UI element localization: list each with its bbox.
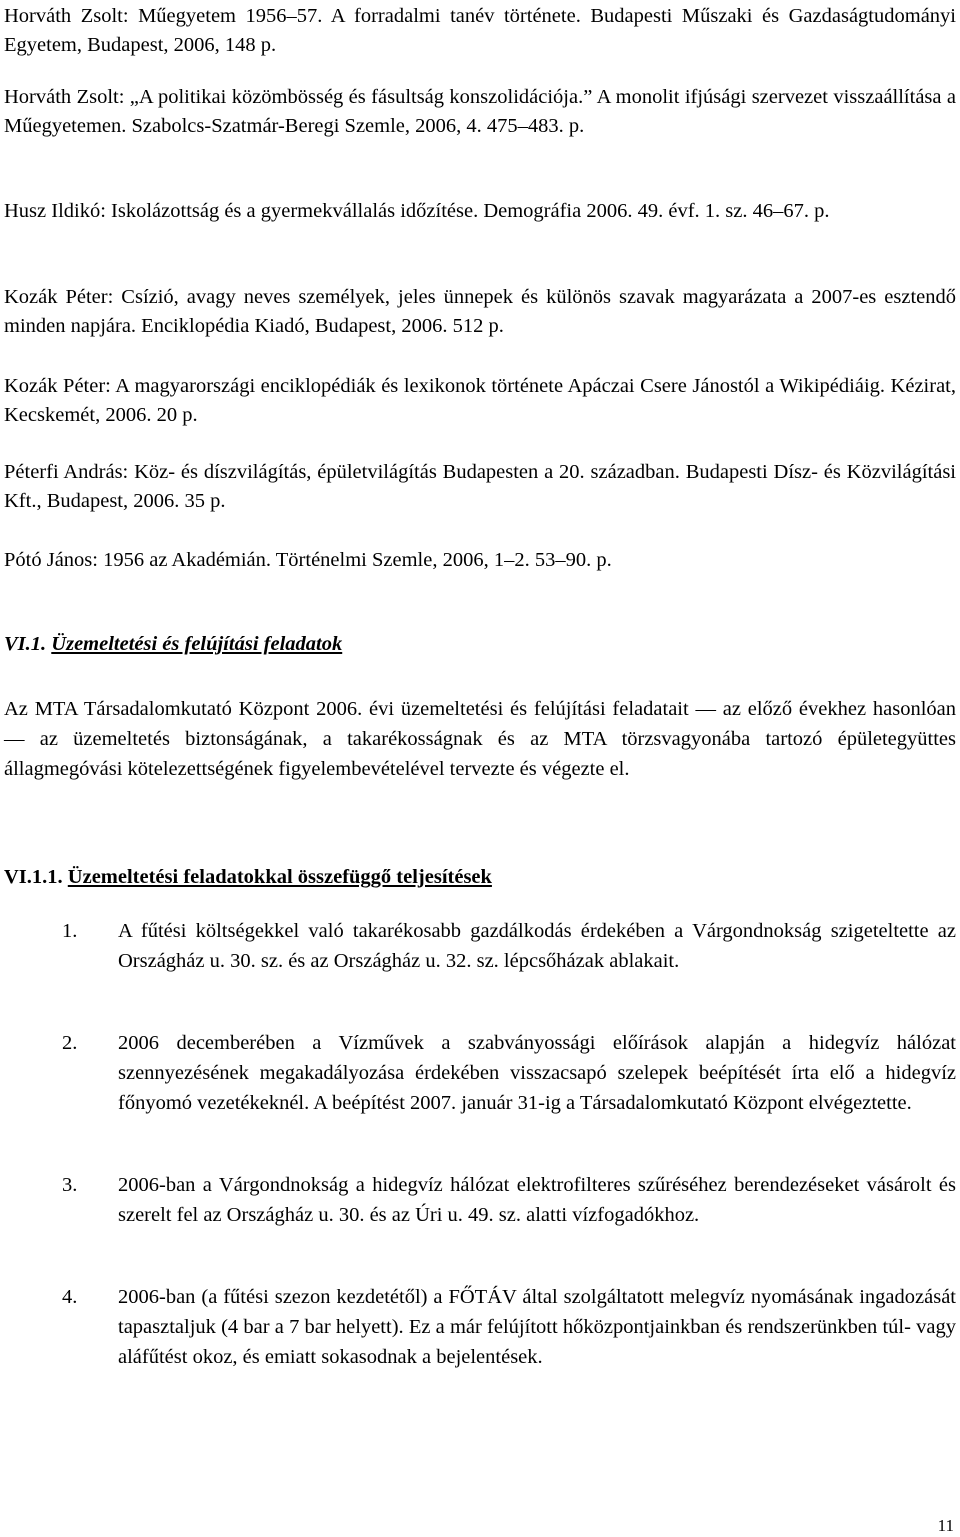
section-title: Üzemeltetési és felújítási feladatok [51, 633, 343, 655]
subsection-heading [4, 863, 492, 892]
page-number: 11 [937, 1516, 954, 1535]
reference-entry: Pótó János: 1956 az Akadémián. Történelmi Szemle, 2006, 1–2. 53–90. p. [4, 549, 612, 571]
reference-entry: Horváth Zsolt: Műegyetem 1956–57. A forradalmi tanév története. Budapesti Műszaki és Gazdaságtudományi Egyetem, Budapest, 2006, 148 p. [4, 5, 956, 56]
reference-entry: Péterfi András: Köz- és díszvilágítás, épületvilágítás Budapesten a 20. században. Budapesti Dísz- és Közvilágítási Kft., Budapest, 2006. 35 p. [4, 461, 956, 512]
list-item-text: A fűtési költségekkel való takarékosabb gazdálkodás érdekében a Várgondnokság szigeteltette az Országház u. 30. sz. és az Országház u. 32. sz. lépcsőházak ablakait. [118, 920, 956, 972]
list-item-number: 2. [62, 1032, 78, 1054]
section-number: VI.1. [4, 633, 47, 655]
section-heading [4, 630, 342, 659]
list-item-number: 3. [62, 1174, 78, 1196]
list-item-number: 4. [62, 1286, 78, 1308]
intro-paragraph: Az MTA Társadalomkutató Központ 2006. évi üzemeltetési és felújítási feladatait — az előző évekhez hasonlóan — az üzemeltetés biztonságának, a takarékosságnak és az MTA törzsvagyonába tartozó épületegyüttes állagmegóvási kötelezettségének figyelembevételével tervezte és végezte el. [4, 698, 956, 780]
list-item-text: 2006-ban a Várgondnokság a hidegvíz hálózat elektrofilteres szűréséhez berendezéseket vásárolt és szerelt fel az Országház u. 30. és az Úri u. 49. sz. alatti vízfogadókhoz. [118, 1174, 956, 1226]
reference-entry: Horváth Zsolt: „A politikai közömbösség és fásultság konszolidációja.” A monolit ifjúsági szervezet visszaállítása a Műegyetemen. Szabolcs-Szatmár-Beregi Szemle, 2006, 4. 475–483. p. [4, 86, 956, 137]
subsection-title: Üzemeltetési feladatokkal összefüggő teljesítések [67, 866, 492, 888]
list-item-text: 2006-ban (a fűtési szezon kezdetétől) a FŐTÁV által szolgáltatott melegvíz nyomásának ingadozását tapasztaljuk (4 bar a 7 bar helyett). Ez a már felújított hőközpontjainkban és rendszerünkben túl- vagy aláfűtést okoz, és emiatt sokasodnak a bejelentések. [118, 1286, 956, 1368]
subsection-number: VI.1.1. [4, 866, 63, 888]
list-item-text: 2006 decemberében a Vízművek a szabványossági előírások alapján a hidegvíz hálózat szennyezésének megakadályozása érdekében visszacsapó szelepek beépítését írta elő a hidegvíz főnyomó vezetékeknél. A beépítést 2007. január 31-ig a Társadalomkutató Központ elvégeztette. [118, 1032, 956, 1114]
reference-entry: Kozák Péter: Csízió, avagy neves személyek, jeles ünnepek és különös szavak magyarázata a 2007-es esztendő minden napjára. Enciklopédia Kiadó, Budapest, 2006. 512 p. [4, 286, 956, 337]
list-item-number: 1. [62, 920, 78, 942]
reference-entry: Husz Ildikó: Iskolázottság és a gyermekvállalás időzítése. Demográfia 2006. 49. évf. 1. sz. 46–67. p. [4, 200, 830, 222]
reference-entry: Kozák Péter: A magyarországi enciklopédiák és lexikonok története Apáczai Csere Jánostól a Wikipédiáig. Kézirat, Kecskemét, 2006. 20 p. [4, 375, 956, 426]
